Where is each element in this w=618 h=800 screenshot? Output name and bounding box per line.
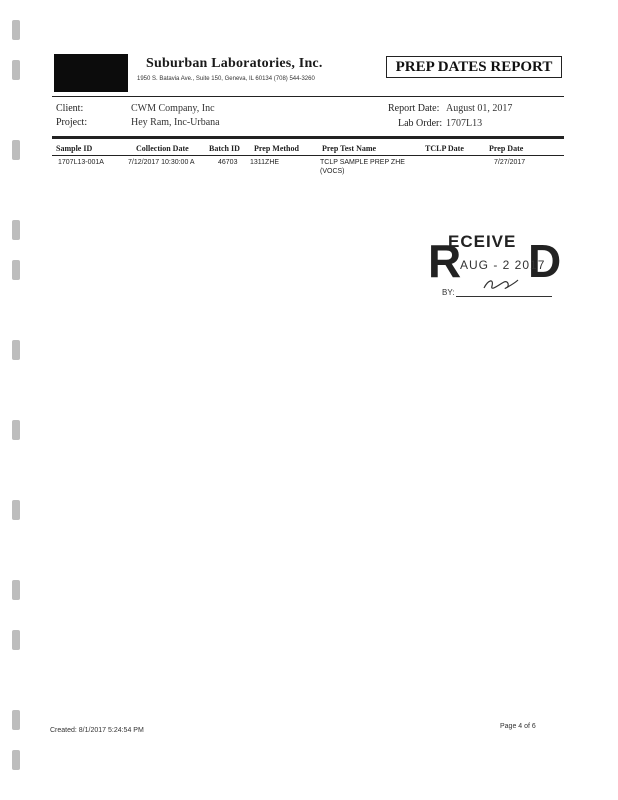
cell-collection-date: 7/12/2017 10:30:00 A: [128, 159, 195, 166]
cell-batch-id: 46703: [218, 159, 238, 166]
report-date-value: August 01, 2017: [446, 103, 513, 114]
binder-hole: [12, 20, 20, 40]
table-top-rule: [52, 136, 564, 139]
cell-prep-date: 7/27/2017: [494, 159, 526, 166]
binder-hole: [12, 420, 20, 440]
binder-hole: [12, 260, 20, 280]
created-timestamp: Created: 8/1/2017 5:24:54 PM: [50, 727, 144, 734]
project-label: Project:: [56, 117, 88, 128]
cell-sample-id: 1707L13-001A: [58, 159, 104, 166]
col-header-prep-date: Prep Date: [489, 144, 524, 153]
binder-hole: [12, 750, 20, 770]
report-date-label: Report Date:: [388, 103, 440, 114]
binder-hole: [12, 340, 20, 360]
cell-prep-test-name-cont: (VOCS): [320, 168, 345, 175]
stamp-signature-line: [456, 296, 552, 297]
binder-hole: [12, 220, 20, 240]
client-value: CWM Company, Inc: [131, 103, 215, 114]
binder-holes: [12, 20, 22, 780]
client-label: Client:: [56, 103, 84, 114]
col-header-batch-id: Batch ID: [209, 144, 240, 153]
stamp-by-label: BY:: [442, 288, 455, 297]
cell-prep-method: 1311ZHE: [250, 159, 280, 166]
report-title: PREP DATES REPORT: [386, 56, 562, 78]
binder-hole: [12, 710, 20, 730]
table-header-rule: [52, 155, 564, 156]
col-header-prep-test-name: Prep Test Name: [322, 144, 377, 153]
binder-hole: [12, 580, 20, 600]
stamp-letter-r: R: [428, 235, 462, 287]
lab-logo-redacted: [54, 54, 128, 92]
stamp-word: ECEIVE: [448, 232, 517, 251]
binder-hole: [12, 140, 20, 160]
lab-order-label: Lab Order:: [398, 118, 443, 129]
signature-scribble: [480, 274, 522, 294]
received-stamp: [428, 232, 562, 302]
page-number: Page 4 of 6: [500, 723, 536, 730]
col-header-tclp-date: TCLP Date: [425, 144, 464, 153]
stamp-letter-d: D: [528, 235, 562, 287]
lab-address: 1950 S. Batavia Ave., Suite 150, Geneva, IL 60134 (708) 544-3260: [137, 76, 315, 82]
binder-hole: [12, 630, 20, 650]
cell-prep-test-name: TCLP SAMPLE PREP ZHE: [320, 159, 405, 166]
header-divider: [52, 96, 564, 97]
project-value: Hey Ram, Inc-Urbana: [131, 117, 220, 128]
binder-hole: [12, 500, 20, 520]
col-header-collection-date: Collection Date: [136, 144, 189, 153]
lab-order-value: 1707L13: [446, 118, 483, 129]
col-header-sample-id: Sample ID: [56, 144, 93, 153]
stamp-date: AUG - 2 2017: [460, 258, 546, 272]
binder-hole: [12, 60, 20, 80]
lab-name: Suburban Laboratories, Inc.: [146, 56, 323, 71]
col-header-prep-method: Prep Method: [254, 144, 299, 153]
